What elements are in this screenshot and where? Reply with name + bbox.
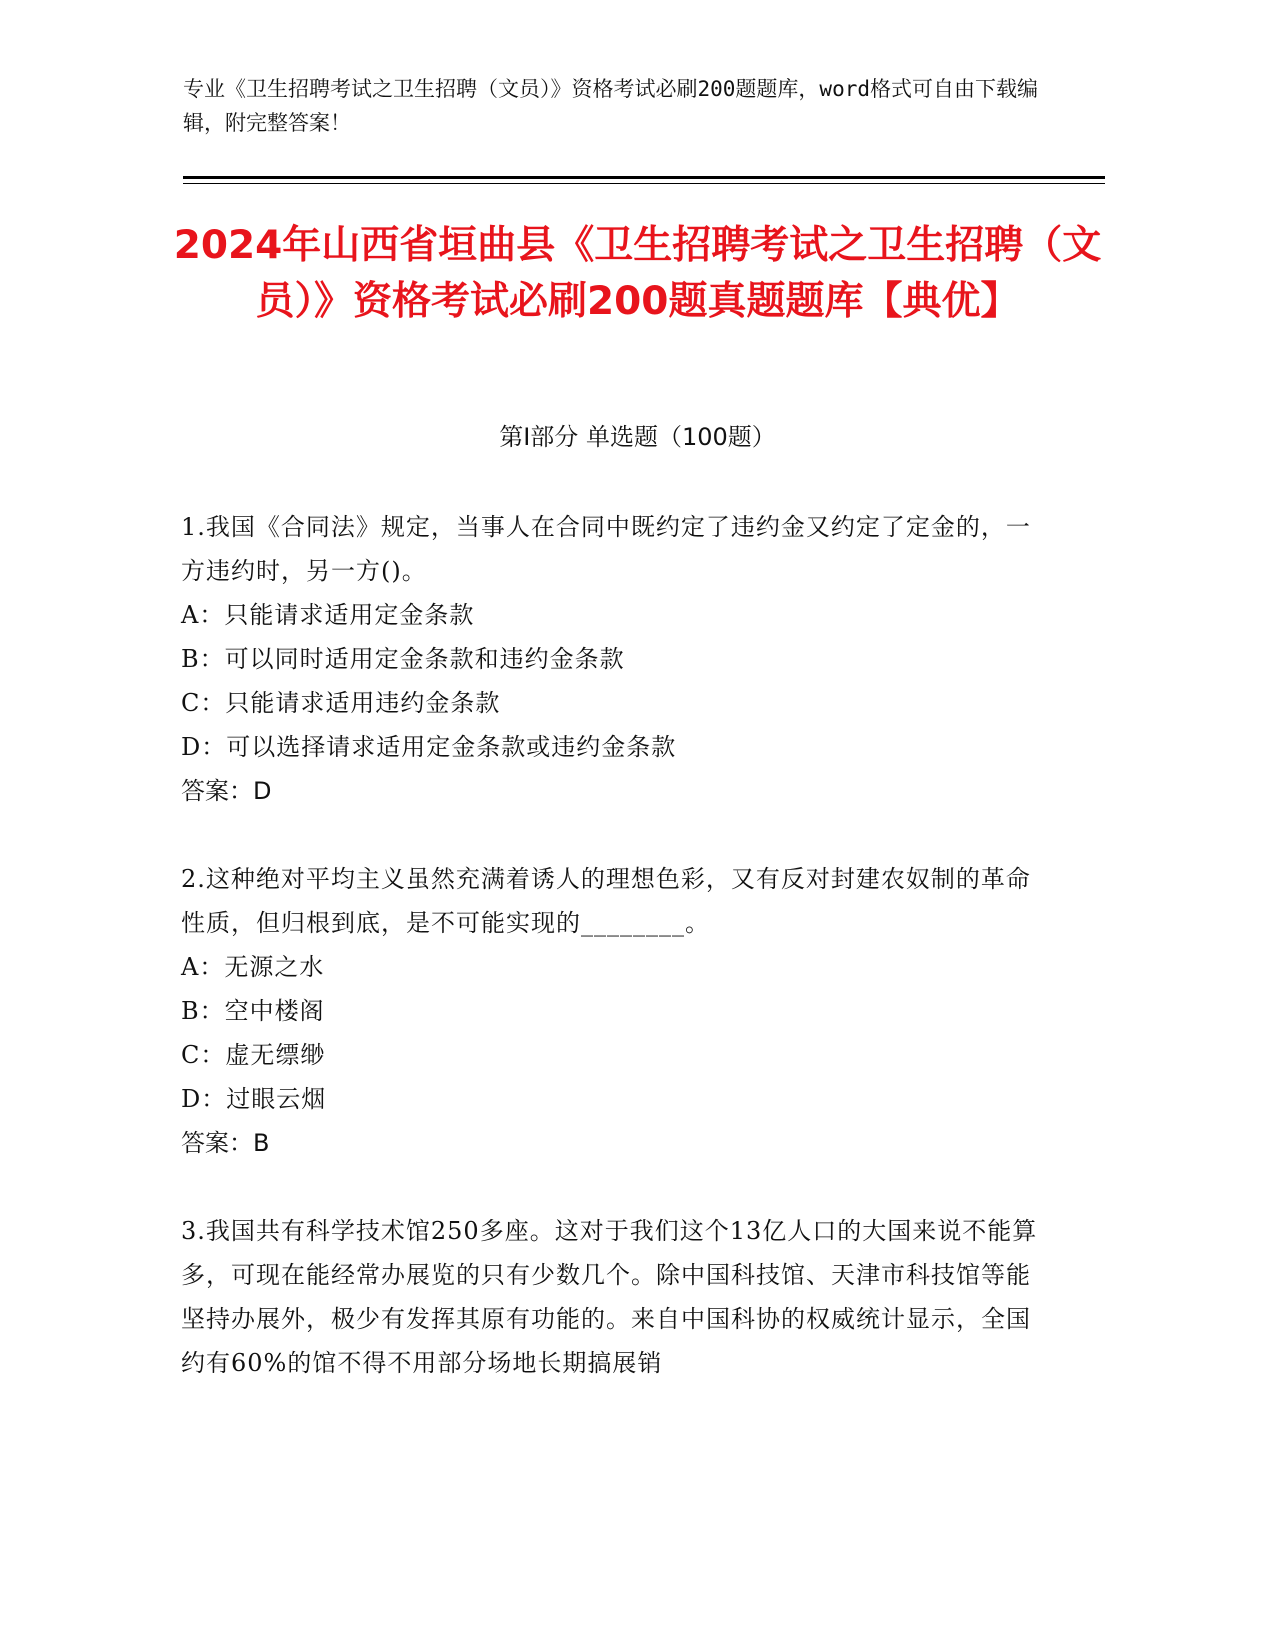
question-3	[181, 1209, 1051, 1385]
option-a: A：无源之水	[181, 953, 325, 981]
section-heading: 第I部分 单选题（100题）	[499, 423, 776, 451]
option-d: D：过眼云烟	[181, 1085, 327, 1113]
document-title: 2024年山西省垣曲县《卫生招聘考试之卫生招聘（文员）》资格考试必刷200题真题题库【典优】	[173, 223, 1102, 324]
question-list	[181, 505, 1051, 1429]
answer: 答案：D	[181, 777, 272, 805]
option-c: C：只能请求适用违约金条款	[181, 689, 501, 717]
question-1	[181, 505, 1051, 813]
question-stem: 1.我国《合同法》规定，当事人在合同中既约定了违约金又约定了定金的，一方违约时，另一方()。	[181, 513, 1031, 585]
option-a: A：只能请求适用定金条款	[181, 601, 475, 629]
option-c: C：虚无缥缈	[181, 1041, 326, 1069]
header-divider-thin	[183, 183, 1105, 184]
question-stem: 3.我国共有科学技术馆250多座。这对于我们这个13亿人口的大国来说不能算多，可现在能经常办展览的只有少数几个。除中国科技馆、天津市科技馆等能坚持办展外，极少有发挥其原有功能的。来自中国科协的权威统计显示，全国约有60%的馆不得不用部分场地长期搞展销	[181, 1217, 1038, 1377]
header-divider-thick	[183, 176, 1105, 179]
option-b: B：空中楼阁	[181, 997, 325, 1025]
answer: 答案：B	[181, 1129, 270, 1157]
header-note: 专业《卫生招聘考试之卫生招聘（文员）》资格考试必刷200题题库，word格式可自由下载编辑，附完整答案！	[183, 77, 1038, 135]
option-d: D：可以选择请求适用定金条款或违约金条款	[181, 733, 677, 761]
option-b: B：可以同时适用定金条款和违约金条款	[181, 645, 625, 673]
question-stem: 2.这种绝对平均主义虽然充满着诱人的理想色彩，又有反对封建农奴制的革命性质，但归根到底，是不可能实现的________。	[181, 865, 1031, 937]
question-2	[181, 857, 1051, 1165]
